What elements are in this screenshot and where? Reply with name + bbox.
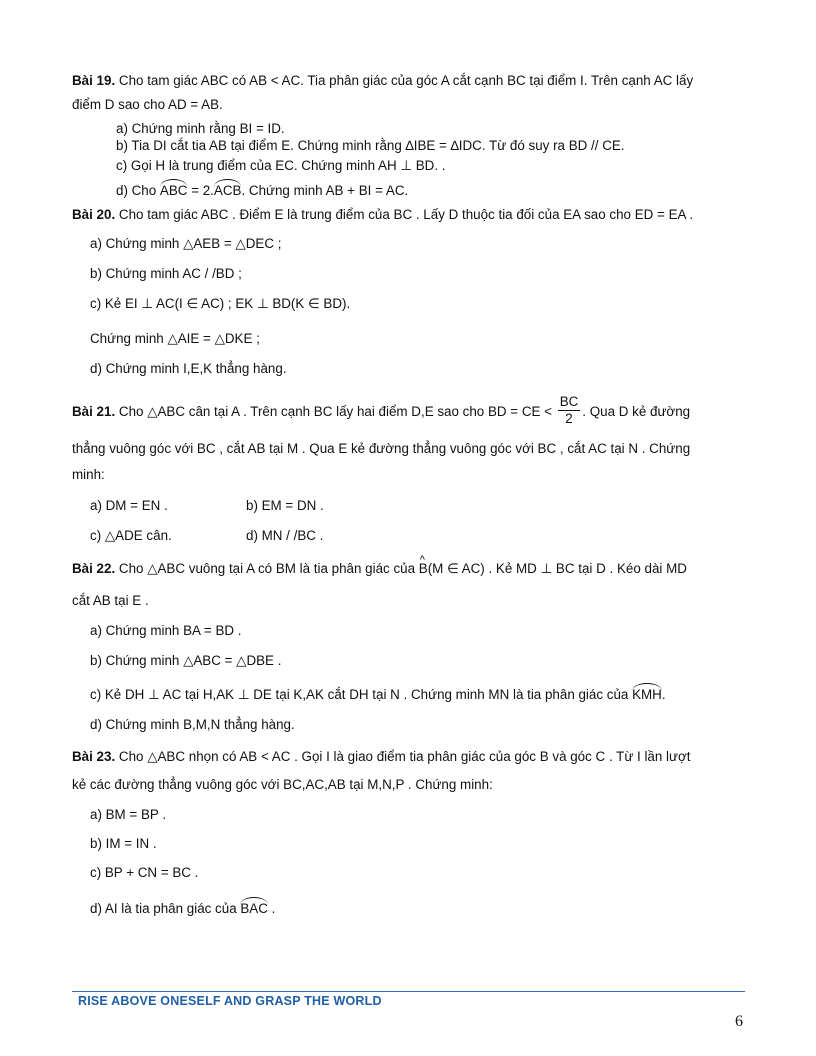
bai19-intro-line1 (72, 72, 693, 90)
page-number: 6 (735, 1013, 743, 1030)
bai22-intro-line1 (72, 560, 687, 578)
bai22-label: Bài 22. (72, 561, 116, 576)
bai23-part-b: b) IM = IN . (90, 836, 157, 851)
angle-arc-kmh: KMH (632, 687, 662, 702)
bai22-part-b: b) Chứng minh △ABC = △DBE . (90, 653, 282, 668)
bai19-intro-line2: điểm D sao cho AD = AB. (72, 97, 223, 112)
bai20-part-c: c) Kẻ EI ⊥ AC(I ∈ AC) ; EK ⊥ BD(K ∈ BD). (90, 296, 351, 311)
bai21-part-d: d) MN / /BC . (246, 528, 324, 543)
bai23-intro-line2: kẻ các đường thẳng vuông góc với BC,AC,AB tại M,N,P . Chứng minh: (72, 777, 493, 792)
bai20-part-b: b) Chứng minh AC / /BD ; (90, 266, 242, 281)
bai21-intro-line1 (72, 396, 690, 429)
bai19-part-c: c) Gọi H là trung điểm của EC. Chứng minh AH ⊥ BD. . (116, 158, 446, 173)
bai20-part-d: d) Chứng minh I,E,K thẳng hàng. (90, 361, 287, 376)
bai23-part-c: c) BP + CN = BC . (90, 865, 199, 880)
bai20-part-c2: Chứng minh △AIE = △DKE ; (90, 331, 260, 346)
fraction-numerator: BC (559, 394, 579, 409)
bai20-intro-line (72, 206, 693, 224)
bai23-part-a: a) BM = BP . (90, 807, 167, 822)
bai21-part-b: b) EM = DN . (246, 498, 324, 513)
angle-hat-b: ^ B (419, 560, 428, 578)
bai19-d-pre: d) Cho (116, 183, 160, 198)
bai19-part-b: b) Tia DI cắt tia AB tại điểm E. Chứng minh rằng ∆IBE = ∆IDC. Từ đó suy ra BD // CE. (116, 138, 625, 153)
bai23-d-post: . (267, 901, 276, 916)
bai21-intro-line2: thẳng vuông góc với BC , cắt AB tại M . Qua E kẻ đường thẳng vuông góc với BC , cắt AC tại N . Chứng (72, 441, 691, 456)
bai22-intro-post: (M ∈ AC) . Kẻ MD ⊥ BC tại D . Kéo dài MD (427, 561, 687, 576)
bai19-intro: Cho tam giác ABC có AB < AC. Tia phân giác của góc A cắt cạnh BC tại điểm I. Trên cạnh AC lấy (115, 73, 694, 88)
bai22-intro-line2: cắt AB tại E . (72, 593, 149, 608)
bai21-intro-post: . Qua D kẻ đường (582, 404, 691, 420)
bai22-c-pre: c) Kẻ DH ⊥ AC tại H,AK ⊥ DE tại K,AK cắt DH tại N . Chứng minh MN là tia phân giác của (90, 687, 633, 702)
angle-arc-bac: BAC (240, 901, 268, 916)
bai20-label: Bài 20. (72, 207, 116, 222)
fraction-bc-over-2 (558, 394, 581, 427)
bai21-intro-line3: minh: (72, 467, 105, 482)
bai20-part-a: a) Chứng minh △AEB = △DEC ; (90, 236, 282, 251)
bai21-intro-pre: Cho △ABC cân tại A . Trên cạnh BC lấy hai điểm D,E sao cho BD = CE < (115, 404, 556, 420)
bai21-label: Bài 21. (72, 404, 116, 420)
bai22-part-a: a) Chứng minh BA = BD . (90, 623, 242, 638)
footer-divider (72, 991, 745, 992)
angle-arc-acb: ACB (213, 183, 242, 198)
bai23-label: Bài 23. (72, 749, 116, 764)
angle-arc-abc: ABC (159, 183, 188, 198)
bai23-part-d (90, 900, 275, 918)
bai21-part-a: a) DM = EN . (90, 498, 168, 513)
bai23-d-pre: d) AI là tia phân giác của (90, 901, 241, 916)
bai19-d-post: . Chứng minh AB + BI = AC. (241, 183, 409, 198)
bai22-intro-pre: Cho △ABC vuông tại A có BM là tia phân giác của (115, 561, 419, 576)
bai19-part-a: a) Chứng minh rằng BI = ID. (116, 121, 285, 136)
bai19-label: Bài 19. (72, 73, 116, 88)
bai20-intro: Cho tam giác ABC . Điểm E là trung điểm của BC . Lấy D thuộc tia đối của EA sao cho ED = EA . (115, 207, 694, 222)
bai23-intro: Cho △ABC nhọn có AB < AC . Gọi I là giao điểm tia phân giác của góc B và góc C . Từ I lần lượt (115, 749, 691, 764)
bai22-c-post: . (661, 687, 666, 702)
fraction-denominator: 2 (565, 411, 573, 426)
bai23-intro-line1 (72, 748, 690, 766)
bai21-part-c: c) △ADE cân. (90, 528, 172, 543)
bai22-part-c (90, 686, 666, 704)
bai19-part-d (116, 182, 408, 200)
bai19-d-mid: = 2. (187, 183, 214, 198)
footer-slogan: RISE ABOVE ONESELF AND GRASP THE WORLD (78, 994, 382, 1008)
bai22-part-d: d) Chứng minh B,M,N thẳng hàng. (90, 717, 295, 732)
